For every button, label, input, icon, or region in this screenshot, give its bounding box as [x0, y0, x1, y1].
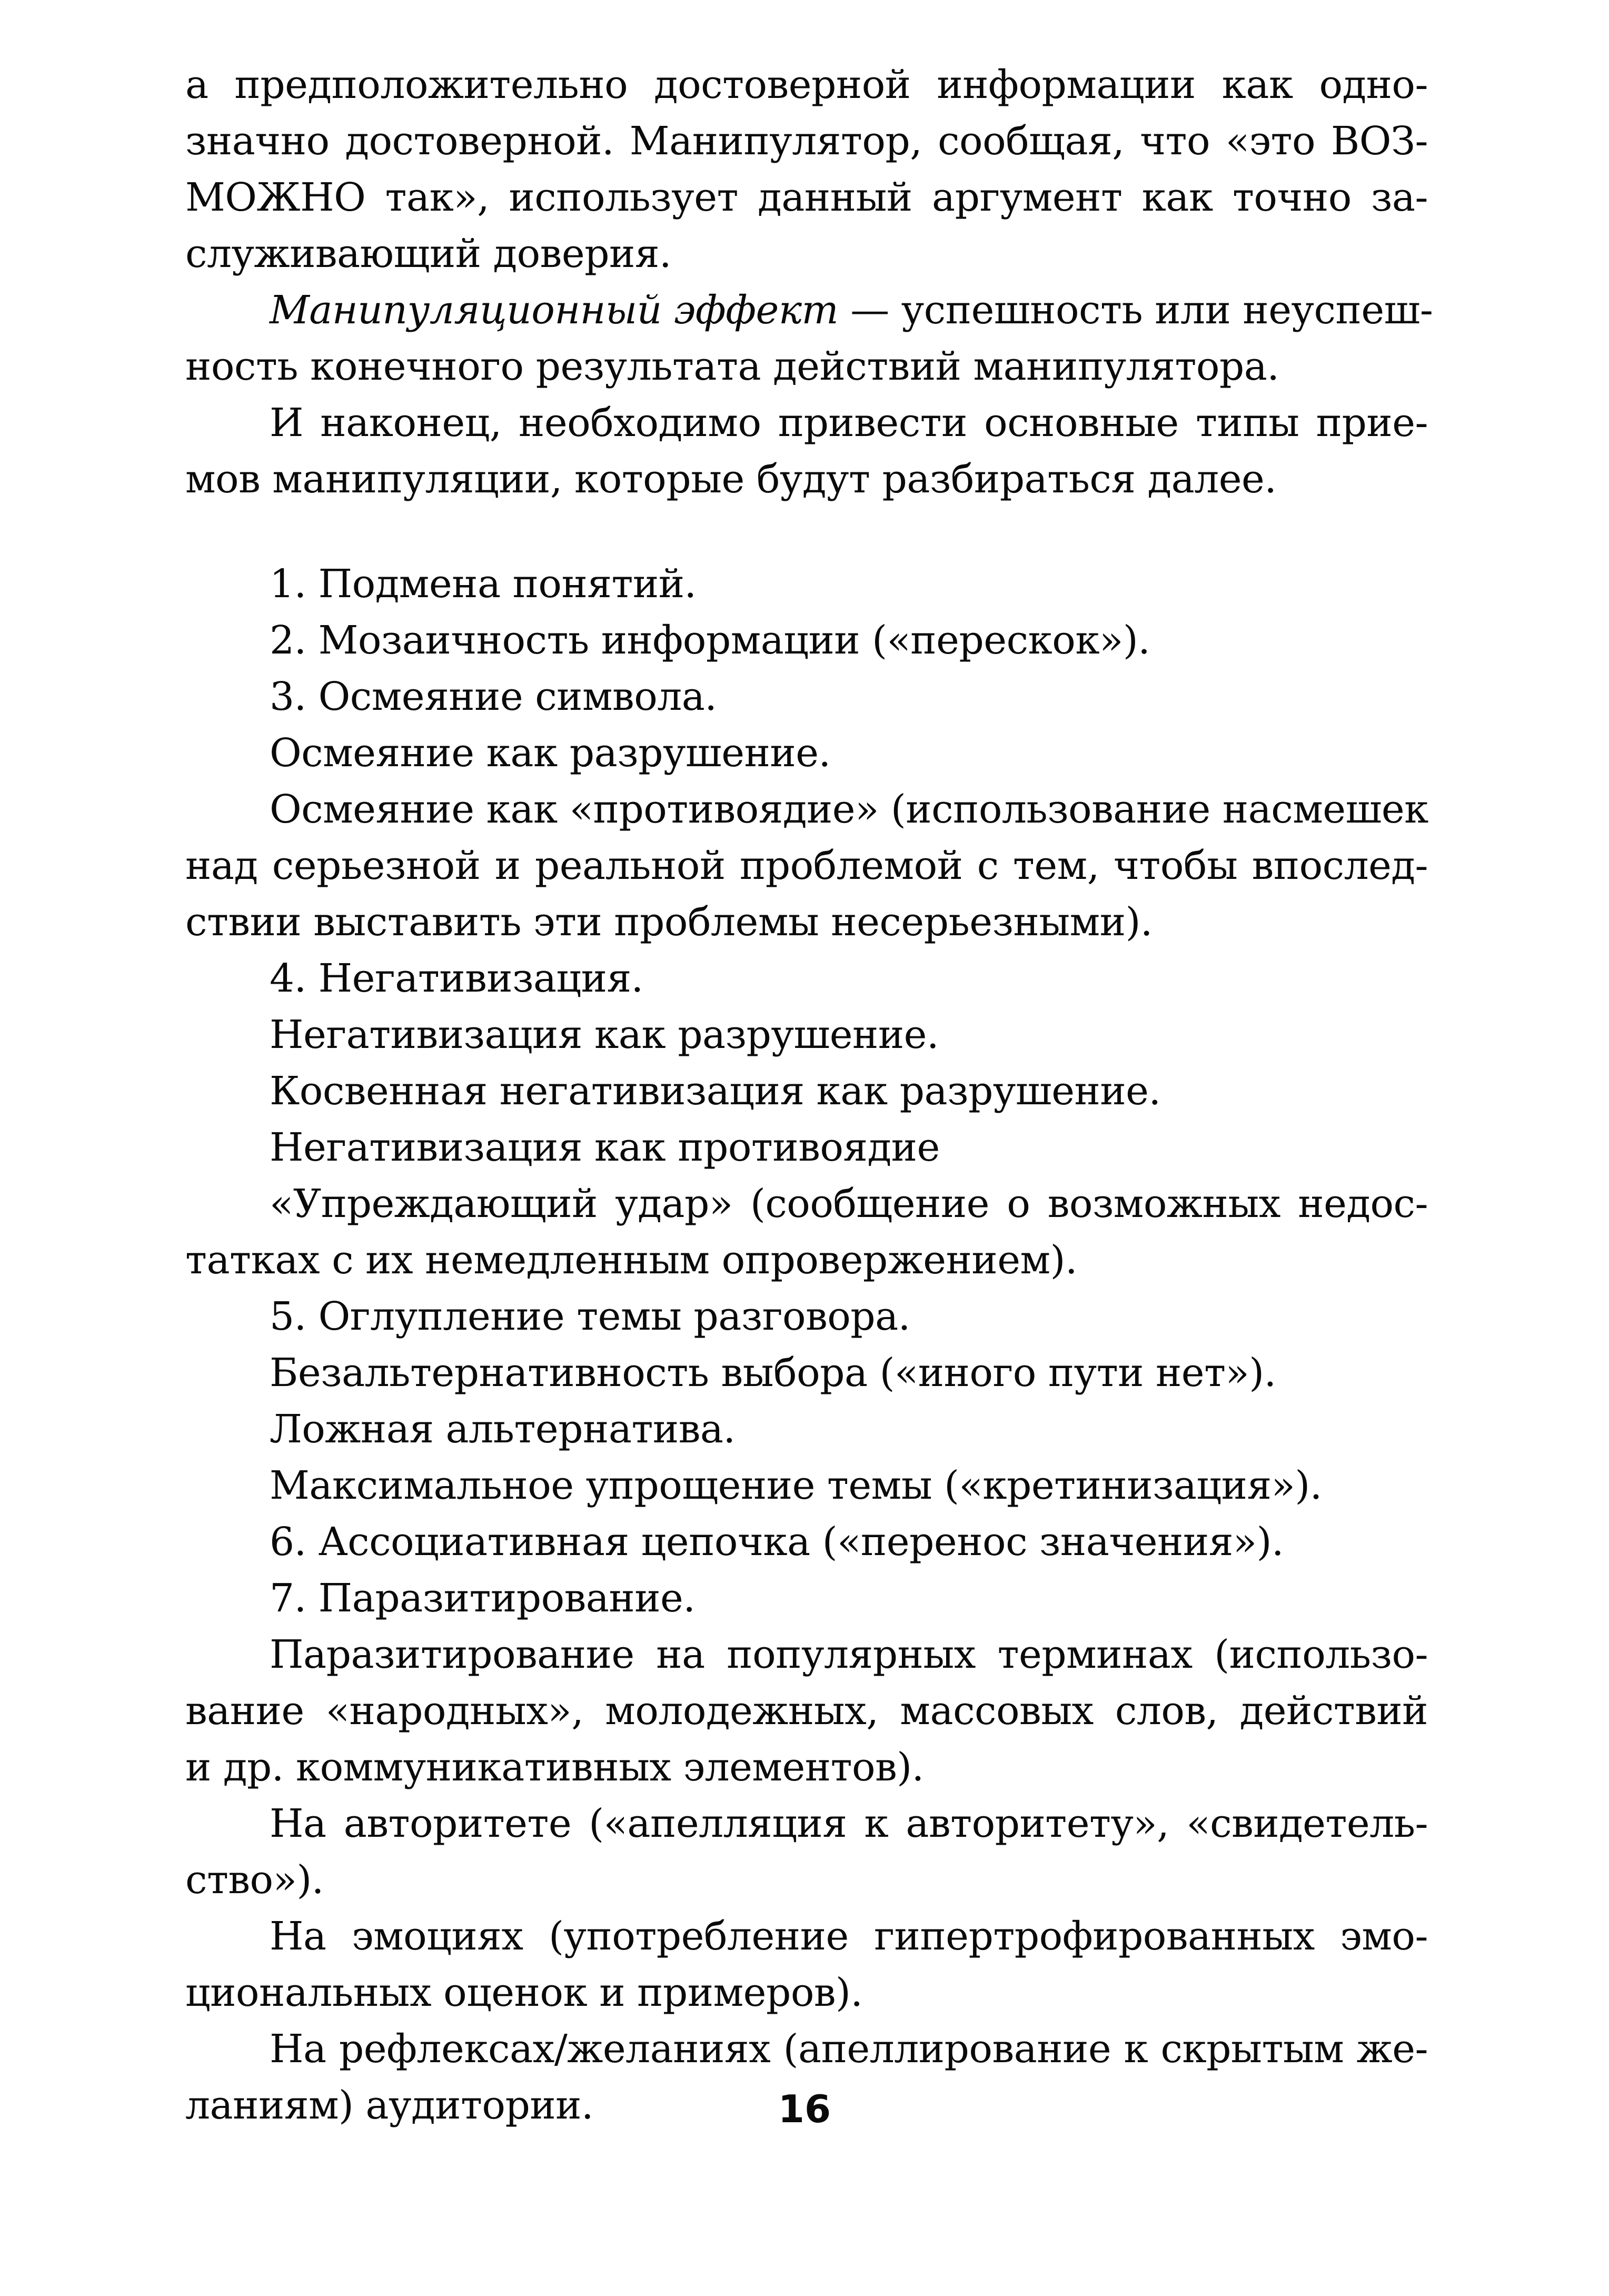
text-line: служивающий доверия. — [185, 231, 672, 276]
paragraph-definition — [185, 282, 1433, 395]
list-item: над серьезной и реальной проблемой с тем, чтобы впослед- — [185, 843, 1428, 888]
list-item: Максимальное упрощение темы («кретинизация»). — [270, 1463, 1322, 1508]
list-item: 1. Подмена понятий. — [270, 561, 697, 607]
text-line: а предположительно достоверной информации как одно- — [185, 62, 1428, 107]
page-body — [185, 57, 1433, 2134]
list-item: ство»). — [185, 1857, 324, 1903]
list-item: ствии выставить эти проблемы несерьезными). — [185, 899, 1153, 945]
list-item: Осмеяние как «противоядие» (использование насмешек — [270, 787, 1428, 832]
page-number: 16 — [778, 2087, 831, 2131]
list-item: 3. Осмеяние символа. — [270, 674, 717, 719]
list-item: циональных оценок и примеров). — [185, 1970, 863, 2015]
list-item: Косвенная негативизация как разрушение. — [270, 1068, 1161, 1114]
text-line: мов манипуляции, которые будут разбираться далее. — [185, 457, 1277, 502]
paragraph-conclusion — [185, 395, 1428, 508]
list-item: 4. Негативизация. — [270, 956, 643, 1001]
list-item: Ложная альтернатива. — [270, 1407, 736, 1452]
definition-text: — успешность или неуспеш- — [838, 288, 1433, 333]
paragraph-intro — [185, 57, 1428, 282]
list-item: вание «народных», молодежных, массовых слов, действий — [185, 1688, 1428, 1734]
list-item: и др. коммуникативных элементов). — [185, 1745, 924, 1790]
text-line: ность конечного результата действий манипулятора. — [185, 344, 1279, 389]
text-line: значно достоверной. Манипулятор, сообщая, что «это ВОЗ- — [185, 118, 1428, 164]
list-item: Негативизация как разрушение. — [270, 1012, 939, 1057]
text-line — [185, 282, 1433, 339]
text-line: И наконец, необходимо привести основные типы прие- — [270, 400, 1428, 446]
list-item: 7. Паразитирование. — [270, 1576, 696, 1621]
manipulation-types-list — [185, 556, 1428, 2134]
list-item: татках с их немедленным опровержением). — [185, 1238, 1077, 1283]
list-item: 6. Ассоциативная цепочка («перенос значения»). — [270, 1519, 1284, 1565]
list-item: На авторитете («апелляция к авторитету», «свидетель- — [270, 1801, 1428, 1846]
term-italic: Манипуляционный эффект — [270, 288, 839, 333]
list-item: На рефлексах/желаниях (апеллирование к скрытым же- — [270, 2026, 1428, 2072]
list-item: 5. Оглупление темы разговора. — [270, 1294, 910, 1339]
list-item: «Упреждающий удар» (сообщение о возможных недос- — [270, 1181, 1428, 1226]
list-item: Паразитирование на популярных терминах (использо- — [270, 1632, 1428, 1677]
list-item: Негативизация как противоядие — [270, 1125, 940, 1170]
list-item: 2. Мозаичность информации («перескок»). — [270, 618, 1150, 663]
list-item: ланиям) аудитории. — [185, 2083, 593, 2128]
list-item: На эмоциях (употребление гипертрофированных эмо- — [270, 1914, 1428, 1959]
spacer — [185, 508, 1428, 556]
list-item: Осмеяние как разрушение. — [270, 730, 831, 776]
list-item: Безальтернативность выбора («иного пути нет»). — [270, 1350, 1276, 1396]
text-line: МОЖНО так», использует данный аргумент как точно за- — [185, 175, 1428, 220]
